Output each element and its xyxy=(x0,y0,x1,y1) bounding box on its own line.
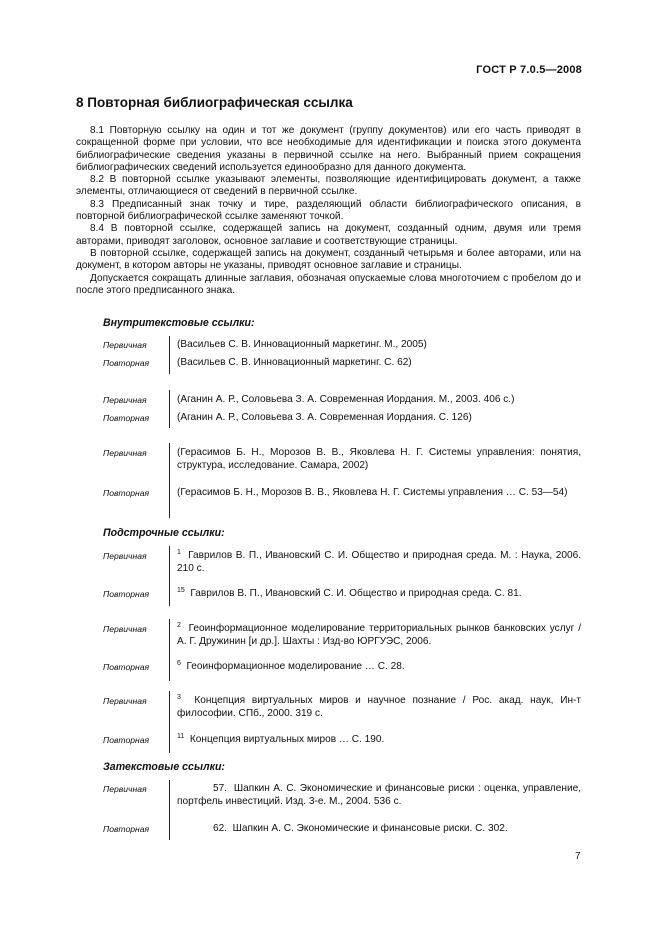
entry-label: Первичная xyxy=(103,696,147,706)
entry-label: Первичная xyxy=(103,448,147,458)
endnote-heading: Затекстовые ссылки: xyxy=(103,761,225,773)
entry-text: (Васильев С. В. Инновационный маркетинг. М., 2005) xyxy=(177,339,427,350)
entry-label: Повторная xyxy=(103,488,150,498)
document-code: ГОСТ Р 7.0.5—2008 xyxy=(476,64,582,76)
endnote-number: 62. xyxy=(213,823,228,834)
entry-label: Первичная xyxy=(103,784,147,794)
vertical-rule xyxy=(169,390,170,428)
paragraph-8-3: 8.3 Предписанный знак точку и тире, разделяющий области библиографического описания, в повторной библиографической ссылке заменяют точкой. xyxy=(76,198,581,223)
footnote-mark: 2 xyxy=(177,622,181,629)
vertical-rule xyxy=(169,780,170,840)
vertical-rule xyxy=(169,619,170,681)
reference-text: Гаврилов В. П., Ивановский С. И. Общество и природная среда. С. 81. xyxy=(190,588,522,599)
footnote-mark: 1 xyxy=(177,549,181,556)
vertical-rule xyxy=(169,691,170,753)
entry-text xyxy=(177,694,581,720)
reference-text: Шапкин А. С. Экономические и финансовые риски. С. 302. xyxy=(232,823,508,834)
entry-text xyxy=(177,782,581,808)
entry-text xyxy=(177,822,581,835)
intext-heading: Внутритекстовые ссылки: xyxy=(103,317,255,329)
entry-text xyxy=(177,622,581,648)
entry-text xyxy=(177,587,581,600)
entry-text: (Герасимов Б. Н., Морозов В. В., Яковлева Н. Г. Системы управления: понятия, структура, исследование. Самара, 2002) xyxy=(177,447,581,471)
entry-label: Повторная xyxy=(103,358,150,368)
footnote-mark: 15 xyxy=(177,587,185,594)
entry-text xyxy=(177,733,581,746)
vertical-rule xyxy=(169,443,170,518)
reference-text: Концепция виртуальных миров и научное познание / Рос. акад. наук, Ин-т философии. СПб., 2000. 319 с. xyxy=(177,695,582,719)
endnote-number: 57. xyxy=(213,783,228,794)
paragraph-8-1: 8.1 Повторную ссылку на один и тот же документ (группу документов) или его часть приводят в сокращенной форме при условии, что все необходимые для идентификации и поиска этого документа библиографические сведения указаны в первичной ссылке на него. Выбранный прием сокращения библиографических сведений используется единообразно для данного документа. xyxy=(76,125,581,173)
paragraph-8-4-abbrev: Допускается сокращать длинные заглавия, обозначая опускаемые слова многоточием с пробелом до и после этого предписанного знака. xyxy=(76,272,581,296)
page-number: 7 xyxy=(575,851,581,862)
reference-text: Геоинформационное моделирование … С. 28. xyxy=(186,661,405,672)
section-title: 8 Повторная библиографическая ссылка xyxy=(76,95,353,110)
entry-label: Первичная xyxy=(103,340,147,350)
entry-label: Повторная xyxy=(103,589,150,599)
entry-label: Первичная xyxy=(103,551,147,561)
entry-text xyxy=(177,660,581,673)
footnote-mark: 6 xyxy=(177,660,181,667)
entry-label: Повторная xyxy=(103,662,150,672)
entry-label: Первичная xyxy=(103,624,147,634)
reference-text: Концепция виртуальных миров … С. 190. xyxy=(189,734,385,745)
paragraph-8-2: 8.2 В повторной ссылке указывают элементы, позволяющие идентифицировать документ, а также элементы, отличающиеся от сведений в первичной ссылке. xyxy=(76,174,581,198)
reference-text: Гаврилов В. П., Ивановский С. И. Общество и природная среда. М. : Наука, 2006. 210 с. xyxy=(177,550,581,574)
entry-label: Первичная xyxy=(103,395,147,405)
entry-label: Повторная xyxy=(103,735,150,745)
paragraph-8-4: 8.4 В повторной ссылке, содержащей запись на документ, созданный одним, двумя или тремя авторами, приводят заголовок, основное заглавие и соответствующие страницы. xyxy=(76,223,581,247)
footnote-mark: 3 xyxy=(177,694,181,701)
entry-label: Повторная xyxy=(103,824,150,834)
entry-text xyxy=(177,549,581,575)
paragraph-8-4-cont: В повторной ссылке, содержащей запись на документ, созданный четырьмя и более авторами, или на документ, в котором авторы не указаны, приводят основное заглавие и страницы. xyxy=(76,247,581,272)
entry-text: (Аганин А. Р., Соловьева З. А. Современная Иордания. М., 2003. 406 с.) xyxy=(177,394,515,405)
entry-label: Повторная xyxy=(103,413,150,423)
vertical-rule xyxy=(169,546,170,606)
vertical-rule xyxy=(169,336,170,374)
footnote-mark: 11 xyxy=(177,733,185,740)
entry-text: (Аганин А. Р., Соловьева З. А. Современная Иордания. С. 126) xyxy=(177,412,472,423)
section-body xyxy=(76,125,581,297)
footnote-heading: Подстрочные ссылки: xyxy=(103,527,225,539)
reference-text: Шапкин А. С. Экономические и финансовые риски : оценка, управление, портфель инвестиций. Изд. 3-е. М., 2004. 536 с. xyxy=(177,783,582,807)
entry-text: (Васильев С. В. Инновационный маркетинг. С. 62) xyxy=(177,357,412,368)
reference-text: Геоинформационное моделирование территориальных рынков банковских услуг / А. Г. Дружинин [и др.]. Шахты : Изд-во ЮРГУЭС, 2006. xyxy=(177,623,582,647)
entry-text: (Герасимов Б. Н., Морозов В. В., Яковлева Н. Г. Системы управления … С. 53—54) xyxy=(177,487,568,498)
